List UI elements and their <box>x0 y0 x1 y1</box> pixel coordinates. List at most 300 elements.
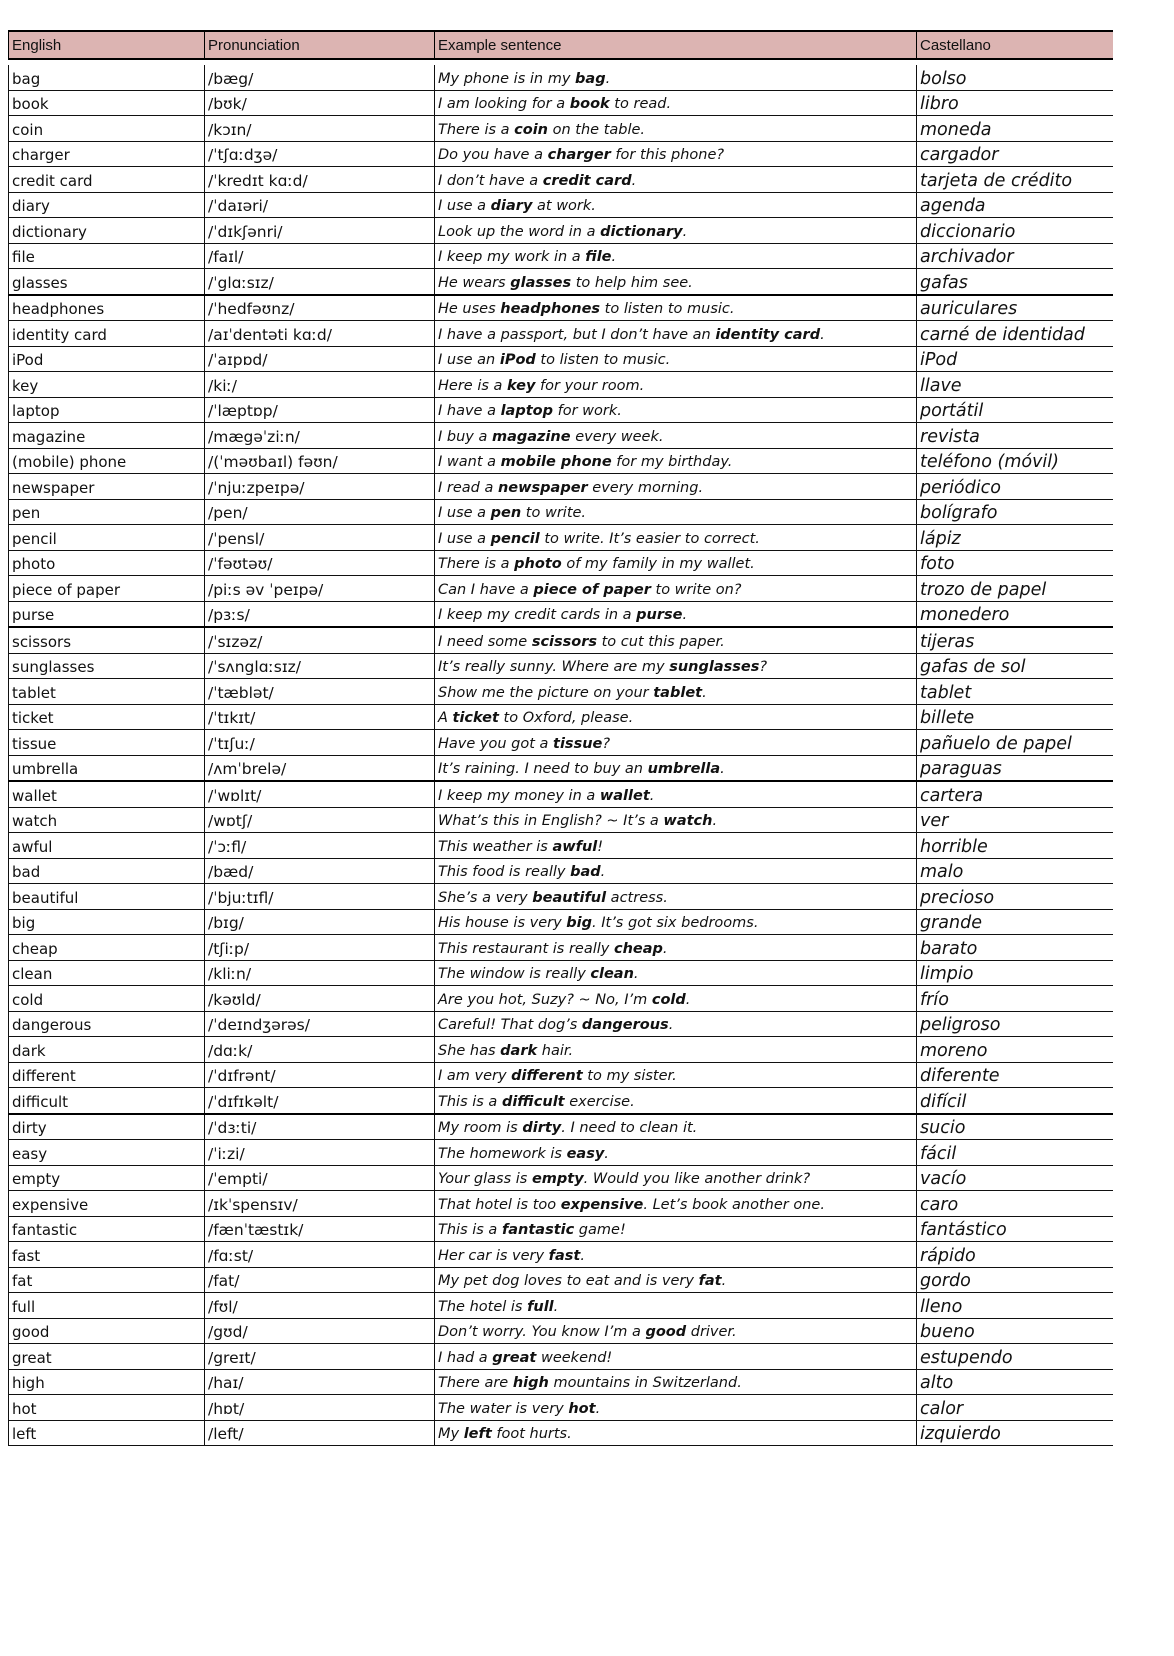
example-text: . <box>604 1145 609 1162</box>
example-sentence <box>435 243 917 269</box>
pronunciation: /(ˈməʊbaɪl) fəʊn/ <box>205 448 435 474</box>
example-sentence <box>435 833 917 859</box>
example-sentence <box>435 423 917 449</box>
example-keyword: diary <box>490 198 533 214</box>
example-sentence <box>435 1420 917 1446</box>
castellano-translation: cartera <box>917 781 1113 807</box>
pronunciation: /ˈsɪzəz/ <box>205 627 435 653</box>
castellano-translation: pañuelo de papel <box>917 730 1113 756</box>
table-row <box>9 525 1113 551</box>
pronunciation: /bæg/ <box>205 65 435 90</box>
english-word: cheap <box>9 935 205 961</box>
english-word: fat <box>9 1267 205 1293</box>
example-keyword: ticket <box>452 710 499 726</box>
pronunciation: /ˈtɪʃuː/ <box>205 730 435 756</box>
example-text: . <box>702 684 707 701</box>
english-word: great <box>9 1344 205 1370</box>
castellano-translation: tablet <box>917 679 1113 705</box>
table-row <box>9 243 1113 269</box>
english-word: iPod <box>9 346 205 372</box>
english-word: file <box>9 243 205 269</box>
english-word: photo <box>9 550 205 576</box>
example-text: Are you hot, Suzy? ~ No, I’m <box>438 991 652 1008</box>
example-text: at work. <box>532 198 596 214</box>
example-text: This is a <box>438 1093 502 1110</box>
english-word: hot <box>9 1395 205 1421</box>
example-keyword: clean <box>590 966 634 982</box>
castellano-translation: lápiz <box>917 525 1113 551</box>
castellano-translation: peligroso <box>917 1011 1113 1037</box>
english-word: different <box>9 1062 205 1088</box>
example-text: ! <box>597 838 604 855</box>
castellano-translation: carné de identidad <box>917 321 1113 347</box>
example-text: The water is very <box>438 1400 569 1417</box>
example-text: . <box>668 1017 674 1033</box>
castellano-translation: moneda <box>917 116 1113 142</box>
table-row <box>9 397 1113 423</box>
pronunciation: /kliːn/ <box>205 960 435 986</box>
example-text: every morning. <box>587 479 704 496</box>
table-row <box>9 1369 1113 1395</box>
example-keyword: bad <box>570 864 601 880</box>
english-word: cold <box>9 986 205 1012</box>
example-text: to Oxford, please. <box>498 710 634 726</box>
example-text: The homework is <box>438 1145 567 1162</box>
example-keyword: photo <box>514 556 562 572</box>
example-text: The hotel is <box>438 1298 528 1315</box>
example-text: . It’s got six bedrooms. <box>592 915 759 931</box>
castellano-translation: calor <box>917 1395 1113 1421</box>
example-keyword: watch <box>663 813 713 829</box>
example-keyword: credit card <box>542 172 632 189</box>
example-sentence <box>435 372 917 398</box>
table-row <box>9 960 1113 986</box>
castellano-translation: foto <box>917 550 1113 576</box>
pronunciation: /wɒtʃ/ <box>205 807 435 833</box>
example-keyword: sunglasses <box>669 659 760 675</box>
table-row <box>9 833 1113 859</box>
example-text: There is a <box>438 556 515 572</box>
english-word: big <box>9 909 205 935</box>
pronunciation: /pen/ <box>205 499 435 525</box>
example-text: . <box>605 70 611 87</box>
example-sentence <box>435 627 917 653</box>
english-word: sunglasses <box>9 653 205 679</box>
table-row <box>9 576 1113 602</box>
example-keyword: easy <box>566 1145 605 1162</box>
example-text: I keep my work in a <box>438 249 586 265</box>
example-sentence <box>435 1242 917 1268</box>
example-text: Don’t worry. You know I’m a <box>438 1324 646 1340</box>
castellano-translation: barato <box>917 935 1113 961</box>
vocabulary-table <box>8 30 1113 1446</box>
castellano-translation: diferente <box>917 1062 1113 1088</box>
example-sentence <box>435 346 917 372</box>
example-text: I had a <box>438 1349 493 1366</box>
example-text: A <box>438 710 453 726</box>
example-text: That hotel is too <box>438 1196 561 1213</box>
castellano-translation: horrible <box>917 833 1113 859</box>
example-sentence <box>435 986 917 1012</box>
example-sentence <box>435 884 917 910</box>
example-text: . <box>720 761 725 777</box>
example-keyword: cold <box>651 991 686 1008</box>
example-text: to write. <box>521 505 587 521</box>
pronunciation: /piːs əv ˈpeɪpə/ <box>205 576 435 602</box>
example-sentence <box>435 1191 917 1217</box>
example-keyword: coin <box>514 121 549 138</box>
table-row <box>9 1114 1113 1140</box>
table-row <box>9 65 1113 90</box>
example-keyword: cheap <box>613 940 663 957</box>
header-example-sentence: Example sentence <box>435 31 917 59</box>
english-word: book <box>9 90 205 116</box>
english-word: awful <box>9 833 205 859</box>
castellano-translation: tijeras <box>917 627 1113 653</box>
example-keyword: scissors <box>531 633 598 650</box>
pronunciation: /ˈsʌnglɑːsɪz/ <box>205 653 435 679</box>
example-keyword: big <box>566 915 593 931</box>
example-sentence <box>435 935 917 961</box>
example-text: to help him see. <box>571 274 693 291</box>
english-word: dirty <box>9 1114 205 1140</box>
example-keyword: tablet <box>653 684 703 701</box>
example-text: to write. It’s easier to correct. <box>539 530 760 547</box>
example-sentence <box>435 1062 917 1088</box>
castellano-translation: diccionario <box>917 218 1113 244</box>
example-keyword: piece of paper <box>533 581 651 598</box>
pronunciation: /ˈkredɪt kɑːd/ <box>205 167 435 193</box>
table-row <box>9 884 1113 910</box>
example-sentence <box>435 960 917 986</box>
example-text: There are <box>438 1375 513 1391</box>
example-text: . <box>600 864 606 880</box>
example-sentence <box>435 167 917 193</box>
english-word: bag <box>9 65 205 90</box>
example-keyword: empty <box>531 1171 584 1187</box>
example-sentence <box>435 704 917 730</box>
example-text: game! <box>574 1222 626 1238</box>
example-keyword: full <box>527 1298 554 1315</box>
example-text: I use a <box>438 198 491 214</box>
example-text: I use an <box>438 352 500 368</box>
english-word: easy <box>9 1140 205 1166</box>
castellano-translation: cargador <box>917 141 1113 167</box>
example-text: of my family in my wallet. <box>561 556 755 572</box>
table-row <box>9 1242 1113 1268</box>
example-sentence <box>435 1114 917 1140</box>
table-row <box>9 269 1113 295</box>
castellano-translation: ver <box>917 807 1113 833</box>
english-word: beautiful <box>9 884 205 910</box>
example-keyword: dirty <box>522 1120 562 1136</box>
castellano-translation: revista <box>917 423 1113 449</box>
example-keyword: dangerous <box>581 1017 669 1033</box>
pronunciation: /ˈdɪfrənt/ <box>205 1062 435 1088</box>
pronunciation: /ˈnjuːzpeɪpə/ <box>205 474 435 500</box>
table-row <box>9 1395 1113 1421</box>
example-keyword: charger <box>547 147 611 163</box>
english-word: bad <box>9 858 205 884</box>
example-keyword: magazine <box>491 428 571 445</box>
castellano-translation: trozo de papel <box>917 576 1113 602</box>
example-keyword: awful <box>552 838 598 855</box>
example-text: to listen to music. <box>535 352 671 368</box>
pronunciation: /bɪg/ <box>205 909 435 935</box>
example-sentence <box>435 397 917 423</box>
example-sentence <box>435 1037 917 1063</box>
example-text: weekend! <box>536 1349 613 1366</box>
example-keyword: laptop <box>500 403 553 419</box>
example-text: . <box>633 966 639 982</box>
example-text: . <box>712 813 718 829</box>
example-text: This restaurant is really <box>438 940 614 957</box>
example-text: He wears <box>438 274 511 291</box>
table-row <box>9 781 1113 807</box>
table-row <box>9 909 1113 935</box>
table-row <box>9 116 1113 142</box>
example-sentence <box>435 1011 917 1037</box>
table-row <box>9 192 1113 218</box>
example-sentence <box>435 269 917 295</box>
example-text: There is a <box>438 121 515 138</box>
example-text: . <box>580 1247 585 1264</box>
castellano-translation: tarjeta de crédito <box>917 167 1113 193</box>
castellano-translation: gafas <box>917 269 1113 295</box>
castellano-translation: precioso <box>917 884 1113 910</box>
example-sentence <box>435 192 917 218</box>
example-sentence <box>435 858 917 884</box>
example-text: This is a <box>438 1222 502 1238</box>
english-word: glasses <box>9 269 205 295</box>
castellano-translation: archivador <box>917 243 1113 269</box>
table-row <box>9 550 1113 576</box>
example-sentence <box>435 1344 917 1370</box>
example-keyword: high <box>512 1375 549 1391</box>
table-row <box>9 730 1113 756</box>
example-sentence <box>435 474 917 500</box>
example-sentence <box>435 1140 917 1166</box>
example-keyword: dictionary <box>600 223 683 240</box>
example-text: every week. <box>570 428 664 445</box>
example-keyword: iPod <box>499 352 536 368</box>
example-text: She has <box>438 1042 501 1059</box>
example-text: . Would you like another drink? <box>583 1171 811 1187</box>
example-sentence <box>435 1088 917 1114</box>
example-text: I use a <box>438 505 491 521</box>
example-keyword: difficult <box>501 1093 565 1110</box>
table-row <box>9 1088 1113 1114</box>
example-text: driver. <box>686 1324 737 1340</box>
example-text: . <box>631 172 637 189</box>
castellano-translation: auriculares <box>917 295 1113 321</box>
example-text: Here is a <box>438 377 508 394</box>
english-word: clean <box>9 960 205 986</box>
castellano-translation: moreno <box>917 1037 1113 1063</box>
english-word: dark <box>9 1037 205 1063</box>
pronunciation: /greɪt/ <box>205 1344 435 1370</box>
example-keyword: beautiful <box>532 889 607 906</box>
example-text: It’s really sunny. Where are my <box>438 659 670 675</box>
example-keyword: pen <box>490 505 522 521</box>
example-text: . <box>649 787 655 804</box>
example-text: ? <box>759 659 768 675</box>
example-keyword: key <box>507 377 536 394</box>
castellano-translation: vacío <box>917 1165 1113 1191</box>
pronunciation: /fʊl/ <box>205 1293 435 1319</box>
example-sentence <box>435 909 917 935</box>
example-keyword: dark <box>500 1042 538 1059</box>
pronunciation: /bʊk/ <box>205 90 435 116</box>
castellano-translation: izquierdo <box>917 1420 1113 1446</box>
table-row <box>9 1140 1113 1166</box>
table-row <box>9 1216 1113 1242</box>
table-body <box>9 65 1113 1446</box>
english-word: left <box>9 1420 205 1446</box>
example-sentence <box>435 321 917 347</box>
pronunciation: /faɪl/ <box>205 243 435 269</box>
table-row <box>9 346 1113 372</box>
example-text: to read. <box>609 96 672 112</box>
pronunciation: /ˈdɜːti/ <box>205 1114 435 1140</box>
example-keyword: fast <box>548 1247 581 1264</box>
table-row <box>9 1191 1113 1217</box>
table-row <box>9 755 1113 781</box>
example-sentence <box>435 65 917 90</box>
example-sentence <box>435 601 917 627</box>
table-row <box>9 704 1113 730</box>
example-text: Do you have a <box>438 147 548 163</box>
castellano-translation: fácil <box>917 1140 1113 1166</box>
castellano-translation: caro <box>917 1191 1113 1217</box>
castellano-translation: bolígrafo <box>917 499 1113 525</box>
english-word: tissue <box>9 730 205 756</box>
pronunciation: /fɑːst/ <box>205 1242 435 1268</box>
pronunciation: /kiː/ <box>205 372 435 398</box>
example-sentence <box>435 781 917 807</box>
example-text: My phone is in my <box>438 70 576 87</box>
example-sentence <box>435 90 917 116</box>
english-word: umbrella <box>9 755 205 781</box>
example-keyword: purse <box>636 607 683 623</box>
castellano-translation: fantástico <box>917 1216 1113 1242</box>
example-text: Can I have a <box>438 581 534 598</box>
english-word: headphones <box>9 295 205 321</box>
pronunciation: /bæd/ <box>205 858 435 884</box>
castellano-translation: bolso <box>917 65 1113 90</box>
example-text: I am very <box>438 1068 512 1084</box>
example-text: Her car is very <box>438 1247 549 1264</box>
pronunciation: /ʌmˈbrelə/ <box>205 755 435 781</box>
castellano-translation: portátil <box>917 397 1113 423</box>
pronunciation: /left/ <box>205 1420 435 1446</box>
pronunciation: /ˈlæptɒp/ <box>205 397 435 423</box>
castellano-translation: billete <box>917 704 1113 730</box>
pronunciation: /ˈdaɪəri/ <box>205 192 435 218</box>
table-row <box>9 141 1113 167</box>
example-keyword: left <box>463 1426 492 1442</box>
english-word: pen <box>9 499 205 525</box>
english-word: difficult <box>9 1088 205 1114</box>
example-text: The window is really <box>438 966 591 982</box>
castellano-translation: teléfono (móvil) <box>917 448 1113 474</box>
example-text: I buy a <box>438 428 492 445</box>
english-word: high <box>9 1369 205 1395</box>
example-text: His house is very <box>438 915 567 931</box>
pronunciation: /ˈwɒlɪt/ <box>205 781 435 807</box>
pronunciation: /pɜːs/ <box>205 601 435 627</box>
example-sentence <box>435 525 917 551</box>
pronunciation: /ˈɔːfl/ <box>205 833 435 859</box>
example-sentence <box>435 807 917 833</box>
example-sentence <box>435 679 917 705</box>
pronunciation: /haɪ/ <box>205 1369 435 1395</box>
english-word: dangerous <box>9 1011 205 1037</box>
example-text: . <box>820 326 825 343</box>
pronunciation: /ˈpensl/ <box>205 525 435 551</box>
example-text: . <box>611 249 617 265</box>
english-word: full <box>9 1293 205 1319</box>
pronunciation: /fat/ <box>205 1267 435 1293</box>
english-word: wallet <box>9 781 205 807</box>
example-text: . <box>721 1273 727 1289</box>
table-row <box>9 1293 1113 1319</box>
english-word: scissors <box>9 627 205 653</box>
pronunciation: /ˈiːzi/ <box>205 1140 435 1166</box>
header-castellano: Castellano <box>917 31 1113 59</box>
table-row <box>9 935 1113 961</box>
pronunciation: /ɪkˈspensɪv/ <box>205 1191 435 1217</box>
english-word: empty <box>9 1165 205 1191</box>
table-row <box>9 499 1113 525</box>
example-text: . <box>682 607 688 623</box>
example-text: for this phone? <box>610 147 725 163</box>
english-word: pencil <box>9 525 205 551</box>
table-row <box>9 321 1113 347</box>
pronunciation: /ˈtʃɑːdʒə/ <box>205 141 435 167</box>
header-row <box>9 31 1113 59</box>
pronunciation: /ˈdɪfɪkəlt/ <box>205 1088 435 1114</box>
english-word: identity card <box>9 321 205 347</box>
example-text: Your glass is <box>438 1171 532 1187</box>
example-sentence <box>435 1216 917 1242</box>
english-word: expensive <box>9 1191 205 1217</box>
english-word: charger <box>9 141 205 167</box>
pronunciation: /gʊd/ <box>205 1318 435 1344</box>
example-keyword: good <box>645 1324 687 1340</box>
english-word: (mobile) phone <box>9 448 205 474</box>
castellano-translation: gafas de sol <box>917 653 1113 679</box>
pronunciation: /ˈdeɪndʒərəs/ <box>205 1011 435 1037</box>
example-sentence <box>435 1165 917 1191</box>
example-text: My room is <box>438 1120 523 1136</box>
table-row <box>9 679 1113 705</box>
example-text: . Let’s book another one. <box>643 1196 825 1213</box>
example-text: I use a <box>438 530 491 547</box>
example-keyword: glasses <box>510 274 572 291</box>
pronunciation: /dɑːk/ <box>205 1037 435 1063</box>
english-word: key <box>9 372 205 398</box>
example-keyword: expensive <box>560 1196 644 1213</box>
english-word: credit card <box>9 167 205 193</box>
example-keyword: bag <box>575 70 606 87</box>
table-row <box>9 653 1113 679</box>
table-row <box>9 423 1113 449</box>
castellano-translation: bueno <box>917 1318 1113 1344</box>
pronunciation: /fænˈtæstɪk/ <box>205 1216 435 1242</box>
example-sentence <box>435 1395 917 1421</box>
example-text: to cut this paper. <box>597 633 725 650</box>
